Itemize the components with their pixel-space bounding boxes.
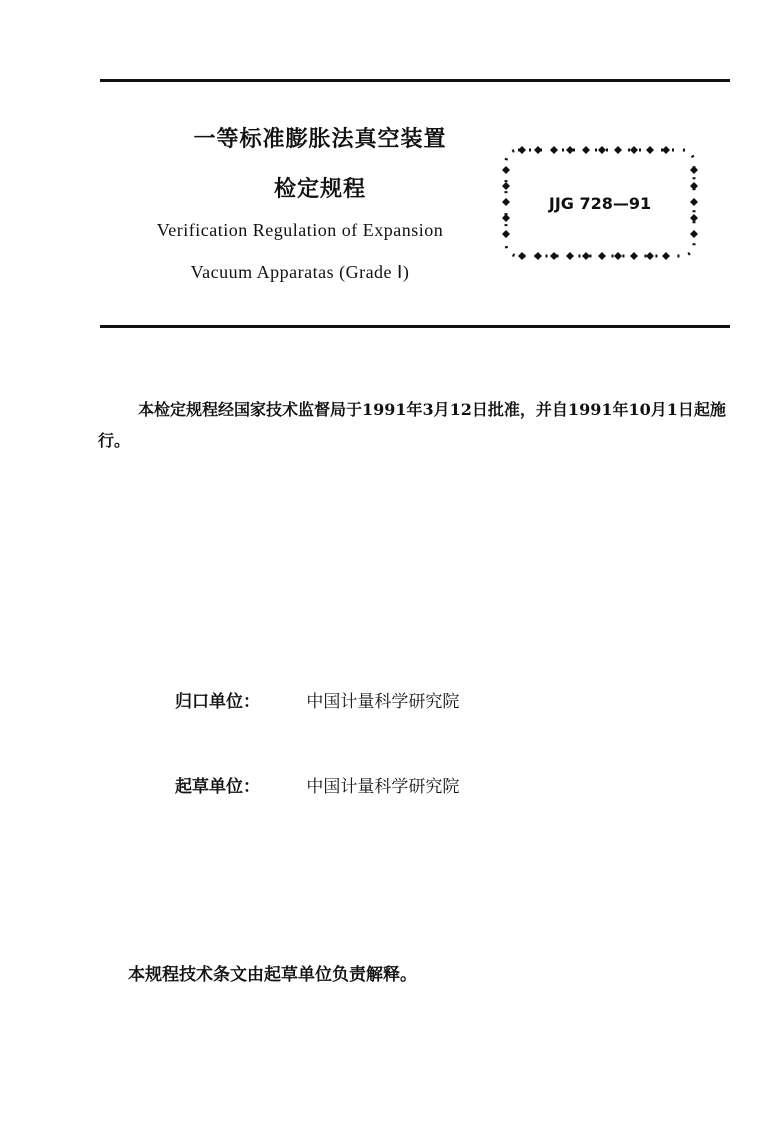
title-english-line1: Verification Regulation of Expansion (156, 220, 444, 240)
border-diamond-icon (690, 166, 698, 174)
drafting-unit-row (175, 772, 459, 797)
title-chinese-line1: 一等标准膨胀法真空装置 (193, 127, 447, 152)
border-diamond-icon (502, 214, 510, 222)
border-diamond-icon (598, 146, 606, 154)
border-diamond-icon (598, 252, 606, 260)
drafting-unit-label: 起草单位： (175, 777, 260, 797)
bottom-rule (100, 325, 730, 328)
responsible-unit-value: 中国计量科学研究院 (306, 692, 460, 712)
border-diamond-icon (502, 230, 510, 238)
top-rule (100, 79, 730, 82)
title-chinese-line2: 检定规程 (273, 177, 366, 202)
border-diamond-icon (690, 214, 698, 222)
border-diamond-icon (502, 182, 510, 190)
approval-statement (98, 394, 738, 456)
responsible-unit-row (175, 687, 459, 712)
border-diamond-icon (518, 252, 526, 260)
regulation-code-box (500, 144, 700, 262)
regulation-code: JJG 728—91 (548, 194, 652, 213)
border-diamond-icon (566, 146, 574, 154)
responsible-unit-label: 归口单位： (175, 692, 260, 712)
border-diamond-icon (646, 252, 654, 260)
border-diamond-icon (690, 182, 698, 190)
border-diamond-icon (550, 252, 558, 260)
border-diamond-icon (502, 166, 510, 174)
border-diamond-icon (614, 252, 622, 260)
border-diamond-icon (566, 252, 574, 260)
drafting-unit-value: 中国计量科学研究院 (306, 777, 460, 797)
approval-text: 本检定规程经国家技术监督局于1991年3月12日批准，并自1991年10月1日起施行。 (98, 400, 726, 450)
border-diamond-icon (518, 146, 526, 154)
border-diamond-icon (582, 252, 590, 260)
border-diamond-icon (582, 146, 590, 154)
border-diamond-icon (614, 146, 622, 154)
border-diamond-icon (690, 230, 698, 238)
title-english-line2: Vacuum Apparatas (Grade Ⅰ) (190, 262, 410, 282)
border-diamond-icon (630, 252, 638, 260)
border-diamond-icon (534, 252, 542, 260)
border-diamond-icon (662, 252, 670, 260)
border-diamond-icon (550, 146, 558, 154)
interpretation-note: 本规程技术条文由起草单位负责解释。 (128, 965, 417, 985)
border-diamond-icon (534, 146, 542, 154)
border-diamond-icon (646, 146, 654, 154)
border-diamond-icon (630, 146, 638, 154)
border-diamond-icon (662, 146, 670, 154)
